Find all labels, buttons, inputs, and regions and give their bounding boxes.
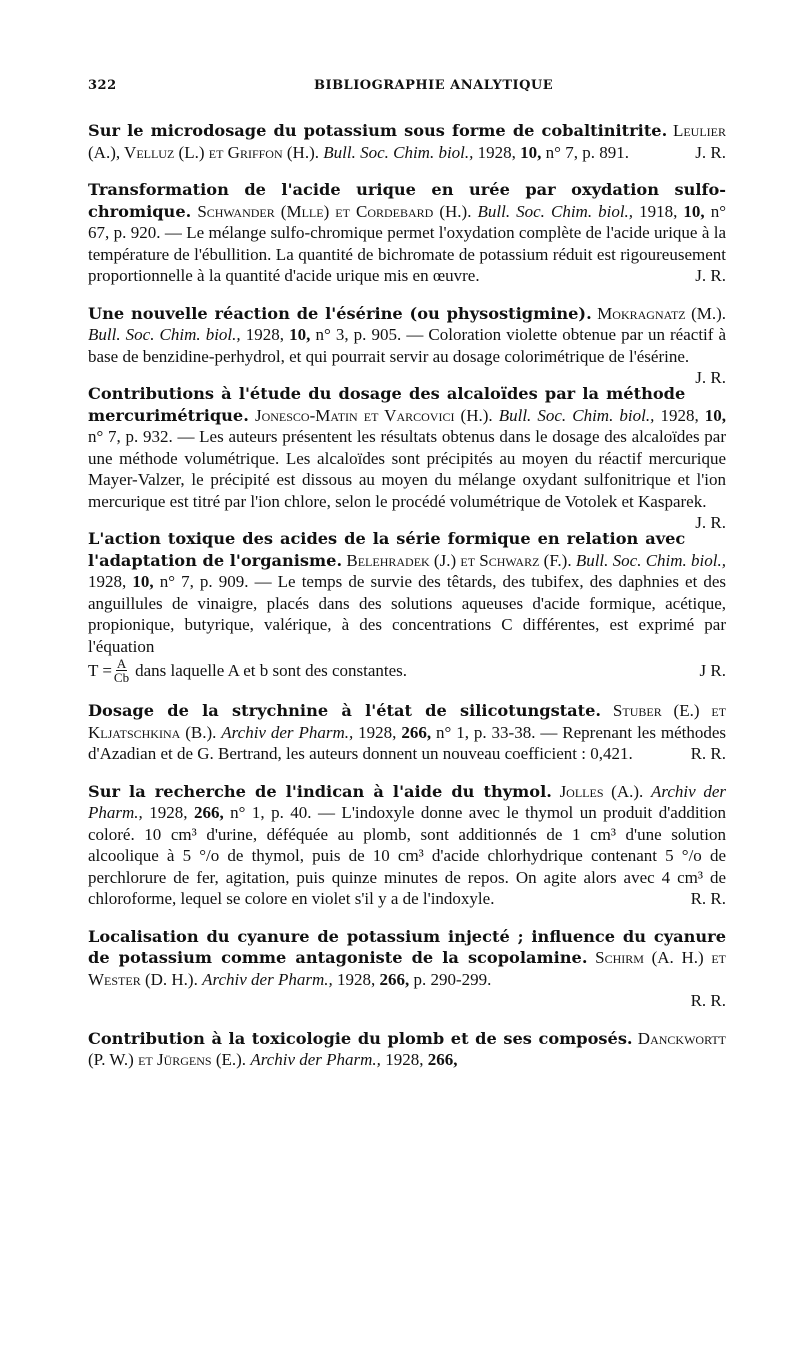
entry-title: Sur le microdosage du potassium sous forme de cobaltinitrite.: [88, 121, 668, 140]
bibliography-entry: [88, 120, 726, 163]
entry-year: 1928,: [336, 969, 376, 989]
entry-title: Sur la recherche de l'indican à l'aide du thymol.: [88, 781, 552, 801]
bibliography-entry: [88, 179, 726, 287]
entry-abstract: — Coloration violette obtenue par un réactif à base de benzidine-perhydrol, et qui pourrait servir au dosage colorimétrique de l'ésérine.: [88, 325, 727, 366]
running-header: [88, 78, 726, 104]
entry-abstract: — Reprenant les méthodes d'Azadian et de G. Bertrand, les auteurs donnent un nouveau coefficient : 0,421.: [88, 722, 727, 763]
entry-volume: 266,: [379, 969, 410, 989]
entry-reference: n° 3, p. 905.: [315, 325, 402, 344]
entry-journal: Bull. Soc. Chim. biol.,: [498, 405, 655, 425]
equation-line: [88, 657, 726, 684]
entry-reference: n° 1, p. 40.: [230, 803, 312, 822]
entry-authors: Stuber (E.) et Kljatschkina (B.).: [88, 701, 727, 742]
entry-year: 1928,: [358, 722, 397, 742]
entry-reference: n° 7, p. 909.: [159, 572, 249, 591]
bibliography-entry: [88, 383, 727, 532]
entry-initials: R. R.: [690, 744, 726, 763]
entry-journal: Archiv der Pharm.,: [250, 1050, 381, 1069]
entry-reference: n° 67, p. 920.: [88, 201, 727, 242]
bibliography-entry: [88, 1028, 726, 1071]
entry-initials: R. R.: [690, 991, 726, 1010]
entry-authors: Jonesco-Matin et Varcovici (H.).: [254, 405, 493, 425]
entry-volume: 10,: [289, 325, 311, 344]
entry-initials: J. R.: [695, 266, 726, 285]
entry-authors: Mokragnatz (M.).: [597, 303, 727, 323]
entry-journal: Archiv der Pharm.,: [202, 969, 333, 989]
entry-title: Une nouvelle réaction de l'ésérine (ou physostigmine).: [88, 303, 592, 323]
entry-initials: J. R.: [695, 513, 726, 532]
entry-title: Localisation du cyanure de potassium injecté ; influence du cyanure de potassium comme antagoniste de la scopolamine.: [88, 926, 726, 967]
entry-abstract: — Les auteurs présentent les résultats obtenus dans le dosage des alcaloïdes par une méthode volumétrique. Les alcaloïdes sont précipités au moyen du réactif mercurique Mayer-Valzer, le précipité est dissous au moyen du mélange oxydant sulfonitrique et l'ion mercurique est titré par l'ion chlore, selon le procédé volumétrique de Votolek et Kasparek.: [88, 427, 727, 511]
entry-journal: Archiv der Pharm.,: [88, 781, 727, 822]
entry-reference: n° 1, p. 33-38.: [436, 722, 536, 742]
entry-volume: 266,: [427, 1050, 458, 1069]
entry-year: 1918,: [639, 201, 678, 221]
entry-year: 1928,: [385, 1050, 424, 1069]
entry-authors: Schwander (Mlle) et Cordebard (H.).: [197, 201, 472, 221]
entry-authors: Danckwortt (P. W.) et Jürgens (E.).: [88, 1028, 727, 1069]
entry-initials: R. R.: [690, 889, 726, 908]
entry-title: Contribution à la toxicologie du plomb et de ses composés.: [88, 1028, 633, 1048]
entry-authors: Leulier (A.), Velluz (L.) et Griffon (H.).: [88, 121, 727, 162]
entry-abstract: — L'indoxyle donne avec le thymol un produit d'addition coloré. 10 cm³ d'urine, déféquée au plomb, sont additionnés de 1 cm³ d'une solution alcoolique à 5 °/o de thymol, puis de 10 cm³ d'acide chlorhydrique contenant 5 °/o de perchlorure de fer, agitation, puis quinze minutes de repos. On agite alors avec 4 cm³ de chloroforme, lequel se colore en violet s'il y a de l'indoxyle.: [88, 803, 727, 908]
fraction-denominator: Cb: [113, 670, 130, 685]
bibliography-entry: [88, 700, 726, 765]
entry-year: 1928,: [245, 325, 284, 344]
entry-initials: J. R.: [695, 368, 726, 387]
entry-title: Dosage de la strychnine à l'état de silicotungstate.: [88, 701, 602, 720]
entry-journal: Bull. Soc. Chim. biol.,: [575, 550, 726, 570]
entry-title: Contributions à l'étude du dosage des alcaloïdes par la méthode mercurimétrique.: [88, 384, 686, 425]
bibliography-entry: [88, 303, 727, 387]
entry-volume: 10,: [704, 405, 727, 425]
entry-reference: n° 7, p. 891.: [545, 142, 629, 162]
entry-volume: 10,: [132, 572, 154, 591]
entry-title: Transformation de l'acide urique en urée par oxydation sulfo-chromique.: [88, 180, 726, 221]
bibliography-entry: [88, 528, 726, 684]
entry-volume: 266,: [401, 722, 432, 742]
entry-volume: 266,: [193, 803, 224, 822]
page: [88, 78, 726, 1071]
entry-abstract: — Le temps de survie des têtards, des tubifex, des daphnies et des anguillules de vinaigre, placés dans des solutions aqueuses d'acide formique, acétique, propionique, butyrique, valérique, à des concentrations C différentes, est exprimé par l'équation: [88, 572, 727, 656]
entry-volume: 10,: [683, 201, 705, 221]
entry-journal: Bull. Soc. Chim. biol.,: [323, 142, 474, 162]
entry-reference: p. 290-299.: [413, 969, 492, 989]
running-title: BIBLIOGRAPHIE ANALYTIQUE: [314, 78, 554, 93]
bibliography-entry: [88, 926, 726, 1012]
entry-title: L'action toxique des acides de la série formique en relation avec l'adaptation de l'organisme.: [88, 529, 686, 570]
entry-volume: 10,: [520, 142, 542, 162]
entry-authors: Jolles (A.).: [559, 781, 644, 801]
equation-lhs: T =: [88, 660, 112, 680]
entry-authors: Schirm (A. H.) et Wester (D. H.).: [88, 948, 726, 989]
entry-year: 1928,: [477, 142, 516, 162]
entry-initials: J. R.: [695, 142, 726, 162]
entry-reference: n° 7, p. 932.: [88, 427, 173, 446]
page-number: 322: [88, 78, 117, 93]
entry-journal: Bull. Soc. Chim. biol.,: [88, 325, 241, 344]
entry-journal: Archiv der Pharm.,: [221, 722, 354, 742]
entry-year: 1928,: [660, 405, 699, 425]
entry-initials-line: [88, 990, 726, 1012]
entry-initials: J R.: [699, 660, 726, 680]
entry-abstract: — Le mélange sulfo-chromique permet l'oxydation complète de l'acide urique à la température de l'ébullition. La quantité de bichromate de potassium réduit est rigoureusement proportionnelle à la quantité d'acide urique mis en œuvre.: [88, 223, 727, 285]
entry-authors: Belehradek (J.) et Schwarz (F.).: [346, 550, 572, 570]
equation-text: dans laquelle A et b sont des constantes.: [135, 660, 408, 680]
entry-year: 1928,: [88, 572, 127, 591]
fraction: [114, 657, 129, 684]
entry-journal: Bull. Soc. Chim. biol.,: [477, 201, 634, 221]
bibliography-entry: [88, 781, 726, 910]
entry-year: 1928,: [149, 803, 188, 822]
fraction-numerator: A: [116, 656, 127, 671]
